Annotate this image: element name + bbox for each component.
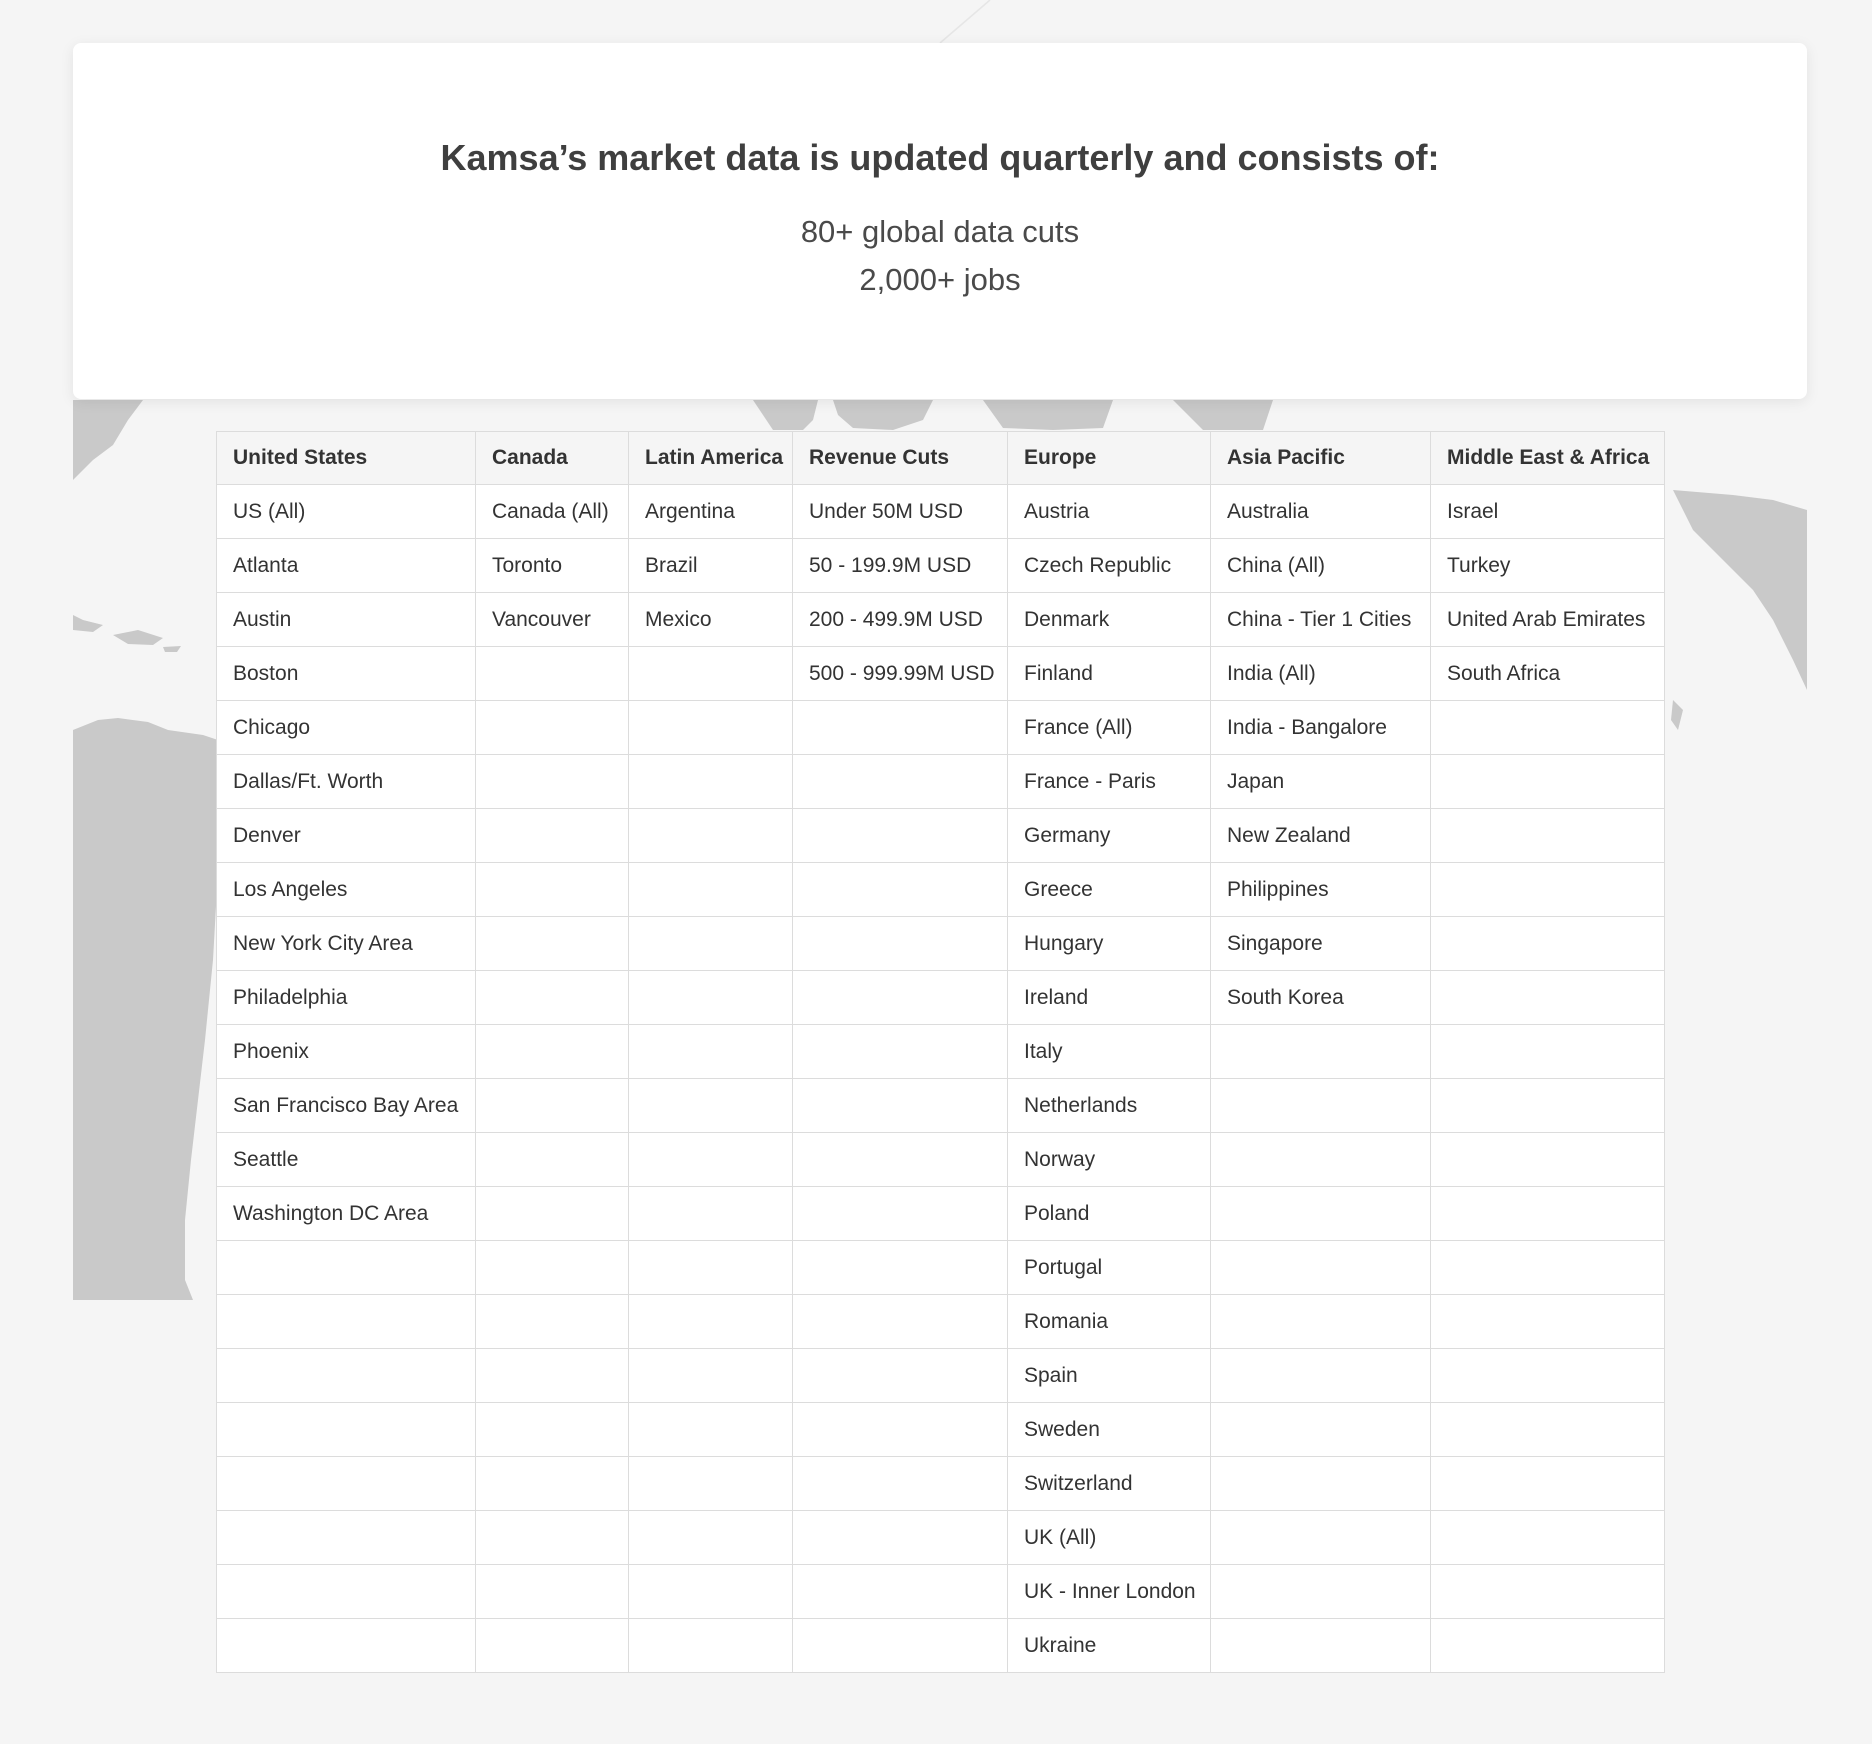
table-cell: 50 - 199.9M USD [793, 539, 1008, 593]
table-row [217, 485, 1665, 539]
table-cell [629, 1565, 793, 1619]
table-cell [629, 1349, 793, 1403]
table-cell: Turkey [1431, 539, 1665, 593]
table-cell: India - Bangalore [1211, 701, 1431, 755]
table-cell [476, 1619, 629, 1673]
table-cell [217, 1457, 476, 1511]
table-cell [793, 1619, 1008, 1673]
card-title: Kamsa’s market data is updated quarterly and consists of: [440, 137, 1440, 178]
table-cell: Washington DC Area [217, 1187, 476, 1241]
table-cell: Denmark [1008, 593, 1211, 647]
column-header: Middle East & Africa [1431, 432, 1665, 485]
table-cell: Poland [1008, 1187, 1211, 1241]
table-cell [1431, 755, 1665, 809]
table-cell [217, 1295, 476, 1349]
table-cell [629, 1619, 793, 1673]
table-cell [793, 1565, 1008, 1619]
data-cuts-table-wrapper [216, 431, 1664, 1673]
table-cell: Singapore [1211, 917, 1431, 971]
table-cell: UK - Inner London [1008, 1565, 1211, 1619]
table-cell [629, 1241, 793, 1295]
data-cuts-table [216, 431, 1665, 1673]
table-cell: Philippines [1211, 863, 1431, 917]
table-cell: San Francisco Bay Area [217, 1079, 476, 1133]
table-cell [1431, 1565, 1665, 1619]
table-cell [793, 1079, 1008, 1133]
table-cell: Vancouver [476, 593, 629, 647]
table-cell [1431, 1025, 1665, 1079]
table-cell: Austria [1008, 485, 1211, 539]
column-header: United States [217, 432, 476, 485]
table-row [217, 1349, 1665, 1403]
table-cell [1431, 917, 1665, 971]
table-cell [1211, 1295, 1431, 1349]
table-cell [629, 1025, 793, 1079]
table-cell [476, 809, 629, 863]
table-cell [629, 1457, 793, 1511]
table-cell [793, 701, 1008, 755]
table-cell [217, 1349, 476, 1403]
table-cell: Chicago [217, 701, 476, 755]
table-cell: Seattle [217, 1133, 476, 1187]
table-cell [1431, 1511, 1665, 1565]
table-row [217, 1025, 1665, 1079]
table-cell [1431, 971, 1665, 1025]
table-cell [629, 863, 793, 917]
table-row [217, 917, 1665, 971]
table-cell: Japan [1211, 755, 1431, 809]
table-cell [793, 1403, 1008, 1457]
table-cell [1211, 1187, 1431, 1241]
column-header: Latin America [629, 432, 793, 485]
table-cell [793, 755, 1008, 809]
table-cell [1211, 1133, 1431, 1187]
table-cell [793, 1295, 1008, 1349]
table-cell [476, 1511, 629, 1565]
table-row [217, 1133, 1665, 1187]
table-cell: Switzerland [1008, 1457, 1211, 1511]
stat-jobs: 2,000+ jobs [859, 261, 1021, 297]
table-row [217, 539, 1665, 593]
column-header: Asia Pacific [1211, 432, 1431, 485]
table-cell: Los Angeles [217, 863, 476, 917]
table-cell: Brazil [629, 539, 793, 593]
table-cell [1431, 1619, 1665, 1673]
table-cell [629, 755, 793, 809]
table-cell [1431, 863, 1665, 917]
table-cell [629, 647, 793, 701]
column-header: Europe [1008, 432, 1211, 485]
column-header: Canada [476, 432, 629, 485]
table-cell [476, 1565, 629, 1619]
table-cell: United Arab Emirates [1431, 593, 1665, 647]
table-row [217, 1457, 1665, 1511]
table-cell [217, 1241, 476, 1295]
table-row [217, 1565, 1665, 1619]
table-cell [476, 1079, 629, 1133]
table-cell [629, 917, 793, 971]
card-stats [73, 208, 1807, 304]
table-cell: 500 - 999.99M USD [793, 647, 1008, 701]
table-cell: Mexico [629, 593, 793, 647]
table-cell: India (All) [1211, 647, 1431, 701]
table-cell: Toronto [476, 539, 629, 593]
table-cell: Norway [1008, 1133, 1211, 1187]
table-cell: Phoenix [217, 1025, 476, 1079]
table-cell [1211, 1349, 1431, 1403]
table-cell: US (All) [217, 485, 476, 539]
table-cell: UK (All) [1008, 1511, 1211, 1565]
table-cell: Ukraine [1008, 1619, 1211, 1673]
table-cell [217, 1619, 476, 1673]
table-cell: Dallas/Ft. Worth [217, 755, 476, 809]
table-cell: Finland [1008, 647, 1211, 701]
table-cell [476, 1025, 629, 1079]
table-cell [1431, 1457, 1665, 1511]
market-data-card [73, 43, 1807, 399]
table-cell: Netherlands [1008, 1079, 1211, 1133]
table-row [217, 701, 1665, 755]
table-cell [476, 1403, 629, 1457]
table-row [217, 647, 1665, 701]
table-cell [793, 809, 1008, 863]
table-cell [629, 809, 793, 863]
table-cell [476, 1241, 629, 1295]
table-cell [1211, 1457, 1431, 1511]
table-cell: Hungary [1008, 917, 1211, 971]
table-cell [793, 1025, 1008, 1079]
column-header: Revenue Cuts [793, 432, 1008, 485]
table-cell [476, 1457, 629, 1511]
table-cell [1431, 809, 1665, 863]
table-cell [793, 863, 1008, 917]
table-cell [1211, 1025, 1431, 1079]
table-cell [476, 917, 629, 971]
table-cell [793, 1349, 1008, 1403]
table-cell [793, 1457, 1008, 1511]
table-row [217, 971, 1665, 1025]
table-cell: New Zealand [1211, 809, 1431, 863]
table-cell: France - Paris [1008, 755, 1211, 809]
table-cell [1431, 1349, 1665, 1403]
table-cell: South Africa [1431, 647, 1665, 701]
table-cell [217, 1403, 476, 1457]
table-cell [217, 1511, 476, 1565]
table-cell: Austin [217, 593, 476, 647]
table-cell: Greece [1008, 863, 1211, 917]
stat-data-cuts: 80+ global data cuts [800, 213, 1080, 249]
table-cell [1211, 1565, 1431, 1619]
table-cell [793, 1511, 1008, 1565]
table-cell [629, 1187, 793, 1241]
table-cell [793, 917, 1008, 971]
table-cell: Romania [1008, 1295, 1211, 1349]
table-row [217, 1511, 1665, 1565]
table-cell [1211, 1511, 1431, 1565]
table-cell: Germany [1008, 809, 1211, 863]
table-cell: Spain [1008, 1349, 1211, 1403]
table-cell: Australia [1211, 485, 1431, 539]
table-cell [1431, 701, 1665, 755]
table-cell [476, 863, 629, 917]
table-cell [476, 1133, 629, 1187]
table-body [217, 485, 1665, 1673]
table-cell [1431, 1403, 1665, 1457]
table-cell: New York City Area [217, 917, 476, 971]
table-row [217, 593, 1665, 647]
table-cell [1431, 1079, 1665, 1133]
table-row [217, 1187, 1665, 1241]
table-cell: Israel [1431, 485, 1665, 539]
table-cell [793, 1241, 1008, 1295]
table-row [217, 863, 1665, 917]
table-cell [1431, 1295, 1665, 1349]
table-row [217, 1403, 1665, 1457]
table-cell [1431, 1187, 1665, 1241]
table-cell [476, 1187, 629, 1241]
table-cell [629, 1133, 793, 1187]
table-cell [793, 1133, 1008, 1187]
table-cell: Ireland [1008, 971, 1211, 1025]
table-cell: France (All) [1008, 701, 1211, 755]
table-cell [1431, 1241, 1665, 1295]
table-cell: Sweden [1008, 1403, 1211, 1457]
table-cell [629, 1295, 793, 1349]
table-cell [629, 971, 793, 1025]
table-cell: Czech Republic [1008, 539, 1211, 593]
table-row [217, 1619, 1665, 1673]
table-row [217, 1241, 1665, 1295]
table-cell: South Korea [1211, 971, 1431, 1025]
table-cell: Italy [1008, 1025, 1211, 1079]
table-cell: Denver [217, 809, 476, 863]
table-cell: China (All) [1211, 539, 1431, 593]
table-cell [793, 971, 1008, 1025]
table-cell [476, 755, 629, 809]
table-row [217, 1295, 1665, 1349]
table-cell: Under 50M USD [793, 485, 1008, 539]
table-cell: China - Tier 1 Cities [1211, 593, 1431, 647]
table-row [217, 755, 1665, 809]
table-cell [1431, 1133, 1665, 1187]
table-row [217, 1079, 1665, 1133]
table-cell: Portugal [1008, 1241, 1211, 1295]
table-cell [476, 1295, 629, 1349]
table-cell: 200 - 499.9M USD [793, 593, 1008, 647]
table-cell: Boston [217, 647, 476, 701]
table-cell [1211, 1619, 1431, 1673]
table-cell [793, 1187, 1008, 1241]
table-cell [1211, 1403, 1431, 1457]
table-cell [629, 1079, 793, 1133]
table-cell: Canada (All) [476, 485, 629, 539]
table-header-row [217, 432, 1665, 485]
table-cell [629, 701, 793, 755]
table-cell: Atlanta [217, 539, 476, 593]
table-cell: Philadelphia [217, 971, 476, 1025]
table-cell [1211, 1241, 1431, 1295]
table-cell [476, 1349, 629, 1403]
table-cell: Argentina [629, 485, 793, 539]
table-cell [217, 1565, 476, 1619]
table-cell [476, 647, 629, 701]
table-cell [629, 1511, 793, 1565]
table-cell [629, 1403, 793, 1457]
table-cell [1211, 1079, 1431, 1133]
table-cell [476, 701, 629, 755]
table-cell [476, 971, 629, 1025]
table-row [217, 809, 1665, 863]
